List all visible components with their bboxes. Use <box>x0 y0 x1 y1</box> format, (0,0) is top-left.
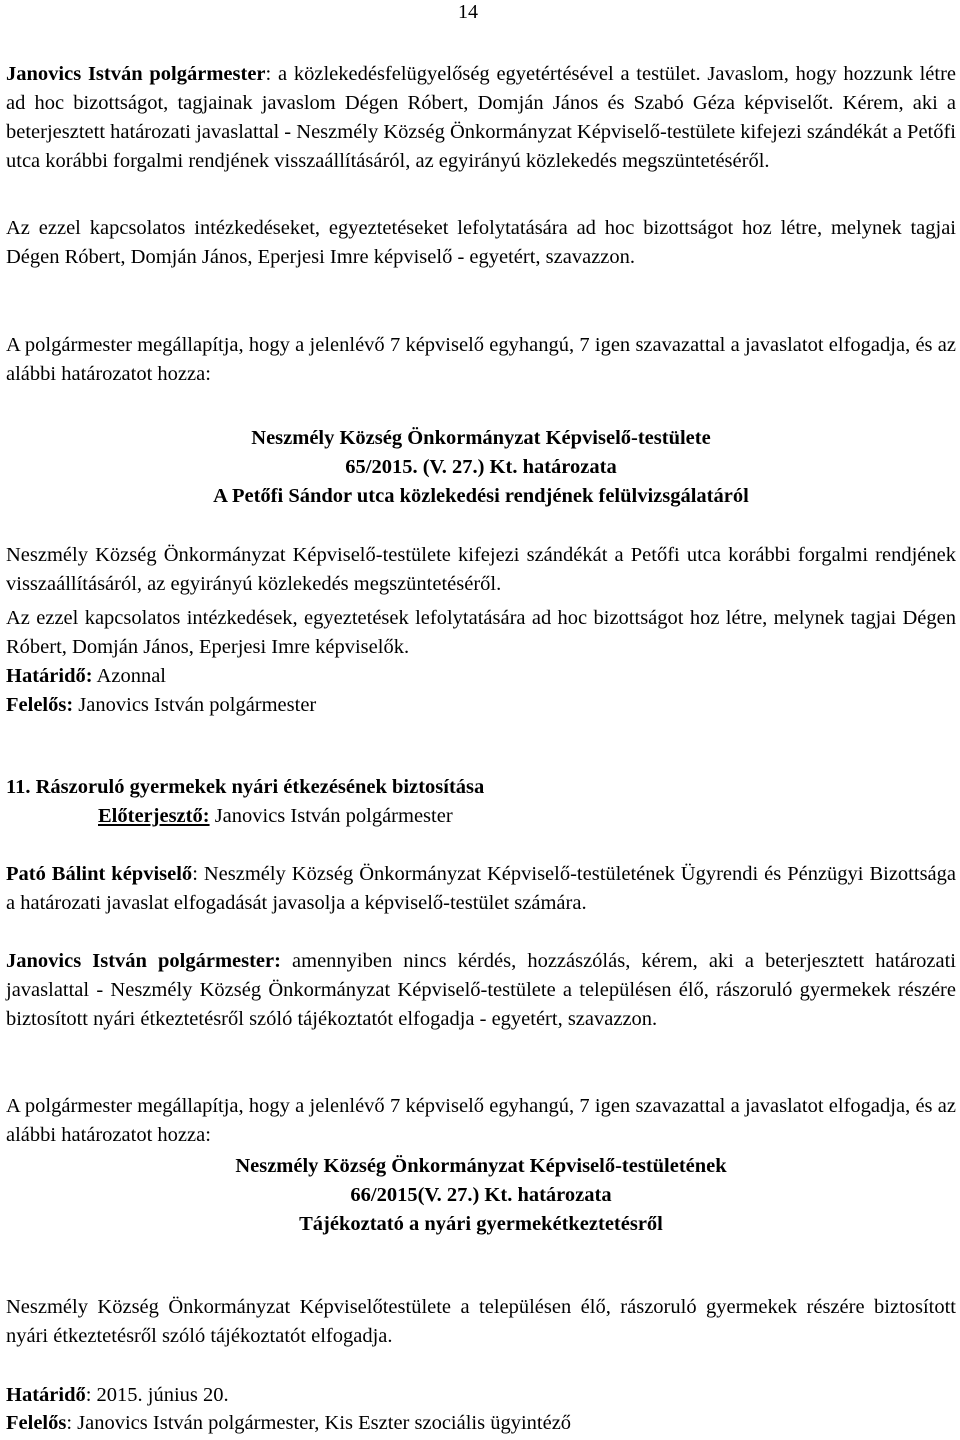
speech-text: : a közlekedésfelügyelőség egyetértésével a testület. Javaslom, hogy hozzunk létre ad hoc bizottságot, tagjainak javaslom Dégen Róbert, Domján János és Szabó Géza képviselőt. Kérem, aki a beterjesztett határozati javaslattal - Neszmély Község Önkormányzat Képviselő-testülete kifejezi szándékát a Petőfi utca korábbi forgalmi rendjének visszaállításáról, az egyirányú közlekedés megszüntetéséről. <box>6 63 957 172</box>
resolution-header-2 <box>6 1152 956 1239</box>
resolution-text: Neszmély Község Önkormányzat Képviselő-testülete kifejezi szándékát a Petőfi utca korábbi forgalmi rendjének visszaállításáról, az egyirányú közlekedés megszüntetéséről. <box>6 544 956 595</box>
resolution-deadline <box>6 662 956 691</box>
presenter-value: Janovics István polgármester <box>209 805 453 827</box>
speaker-name-2: Pató Bálint képviselő <box>6 863 193 885</box>
presenter-line <box>98 802 948 831</box>
resolution-number: 65/2015. (V. 27.) Kt. határozata <box>345 456 617 478</box>
responsible-label-2: Felelős <box>6 1412 67 1434</box>
presenter-label: Előterjesztő: <box>98 805 210 827</box>
resolution-title: A Petőfi Sándor utca közlekedési rendjének felülvizsgálatáról <box>213 485 749 507</box>
agenda-item-heading <box>6 773 956 802</box>
speech-paragraph-2: Az ezzel kapcsolatos intézkedéseket, egyeztetéseket lefolytatására ad hoc bizottságot hoz létre, melynek tagjai Dégen Róbert, Domján János, Eperjesi Imre képviselő - egyetért, szavazzon. <box>6 217 956 268</box>
agenda-item-title: Rászoruló gyermekek nyári étkezésének biztosítása <box>30 776 485 798</box>
responsible-value-2: : Janovics István polgármester, Kis Eszter szociális ügyintéző <box>66 1412 572 1434</box>
speaker-name-3: Janovics István polgármester: <box>6 950 281 972</box>
resolution-header <box>6 424 956 511</box>
resolution-responsible <box>6 691 956 720</box>
page-number: 14 <box>458 1 478 23</box>
agenda-item-number: 11. <box>6 776 31 798</box>
vote-statement: A polgármester megállapítja, hogy a jelenlévő 7 képviselő egyhangú, 7 igen szavazattal a javaslatot elfogadja, és az alábbi határozatot hozza: <box>6 334 956 385</box>
resolution-deadline-2 <box>6 1381 956 1410</box>
resolution-text-2: Az ezzel kapcsolatos intézkedések, egyeztetések lefolytatására ad hoc bizottságot hoz létre, melynek tagjai Dégen Róbert, Domján János, Eperjesi Imre képviselők. <box>6 607 956 658</box>
mayor-speech-text: amennyiben nincs kérdés, hozzászólás, kérem, aki a beterjesztett határozati javaslattal - Neszmély Község Önkormányzat Képviselő-testülete a településen élő, rászoruló gyermekek részére biztosított nyári étkeztetésről szóló tájékoztatót elfogadja - egyetért, szavazzon. <box>6 950 956 1030</box>
deadline-value-2: : 2015. június 20. <box>85 1384 229 1406</box>
committee-speech-text: : Neszmély Község Önkormányzat Képviselő-testületének Ügyrendi és Pénzügyi Bizottsága a határozati javaslat elfogadását javasolja a képviselő-testület számára. <box>6 863 956 914</box>
responsible-label: Felelős: <box>6 694 74 716</box>
deadline-label-2: Határidő <box>6 1384 86 1406</box>
speaker-name: Janovics István polgármester <box>6 63 266 85</box>
committee-speech <box>6 860 956 918</box>
responsible-value: Janovics István polgármester <box>73 694 317 716</box>
resolution-text-3: Neszmély Község Önkormányzat Képviselőtestülete a településen élő, rászoruló gyermekek részére biztosított nyári étkeztetésről szóló tájékoztatót elfogadja. <box>6 1296 956 1347</box>
deadline-label: Határidő: <box>6 665 93 687</box>
speech-paragraph <box>6 60 956 176</box>
resolution-responsible-2 <box>6 1409 956 1438</box>
mayor-speech <box>6 947 956 1034</box>
vote-statement-2: A polgármester megállapítja, hogy a jelenlévő 7 képviselő egyhangú, 7 igen szavazattal a javaslatot elfogadja, és az alábbi határozatot hozza: <box>6 1095 956 1146</box>
resolution-body-2: Neszmély Község Önkormányzat Képviselő-testületének <box>235 1155 727 1177</box>
resolution-number-2: 66/2015(V. 27.) Kt. határozata <box>350 1184 612 1206</box>
resolution-title-2: Tájékoztató a nyári gyermekétkeztetésről <box>299 1213 663 1235</box>
resolution-body: Neszmély Község Önkormányzat Képviselő-testülete <box>251 427 711 449</box>
deadline-value: Azonnal <box>92 665 166 687</box>
